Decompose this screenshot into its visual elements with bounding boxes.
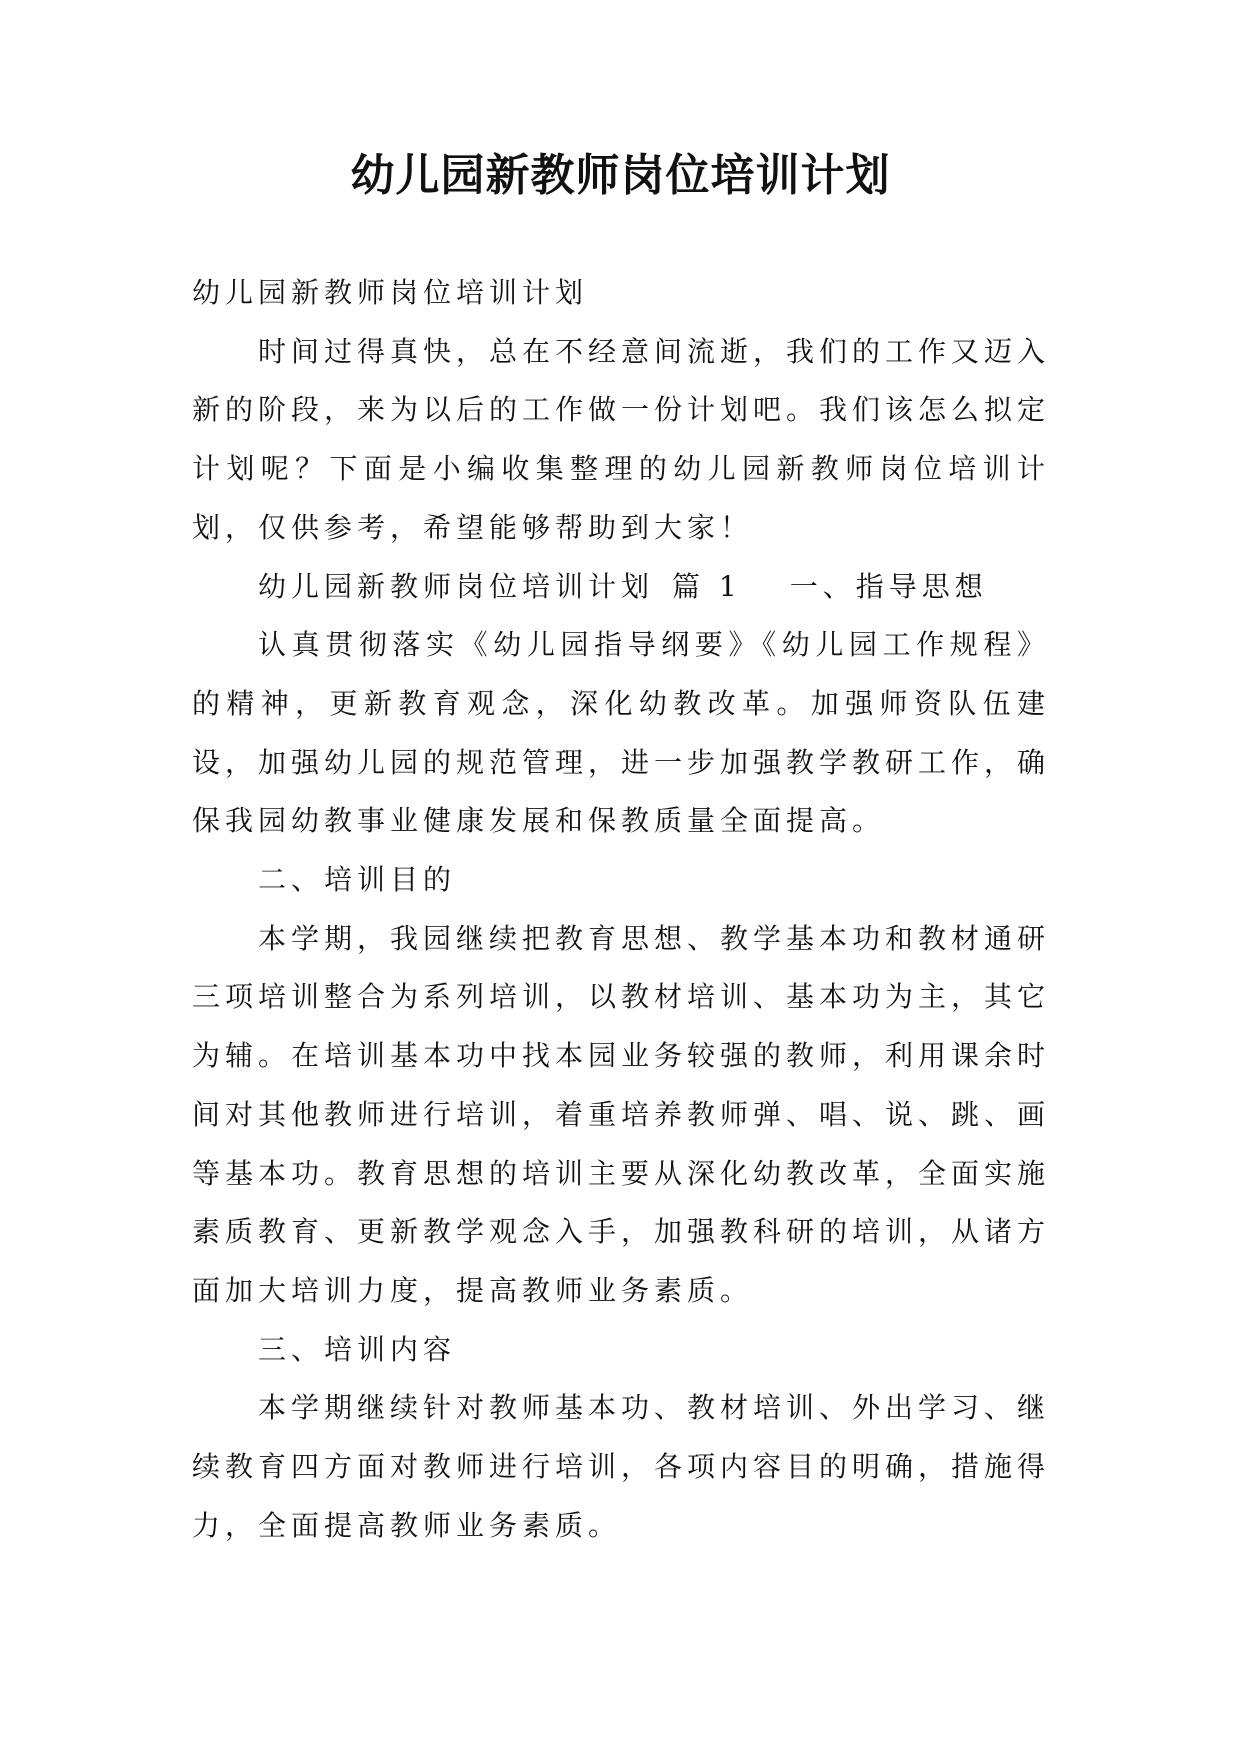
document-title: 幼儿园新教师岗位培训计划 xyxy=(350,150,891,201)
paragraph-guiding-ideology: 认真贯彻落实《幼儿园指导纲要》《幼儿园工作规程》的精神，更新教育观念，深化幼教改革。加强师资队伍建设，加强幼儿园的规范管理，进一步加强教学教研工作，确保我园幼教事业健康发展和保教质量全面提高。 xyxy=(192,628,1051,838)
section-number: 篇 1 xyxy=(672,569,742,603)
heading-guiding-ideology: 一、指导思想 xyxy=(789,569,988,603)
heading-training-content: 三、培训内容 xyxy=(258,1332,457,1366)
section-header-line xyxy=(192,558,1050,617)
intro-paragraph: 时间过得真快，总在不经意间流逝，我们的工作又迈入新的阶段，来为以后的工作做一份计划吧。我们该怎么拟定计划呢？下面是小编收集整理的幼儿园新教师岗位培训计划，仅供参考，希望能够帮助到大家！ xyxy=(192,334,1051,544)
document-subtitle: 幼儿园新教师岗位培训计划 xyxy=(192,276,589,309)
heading-training-purpose: 二、培训目的 xyxy=(258,863,457,897)
paragraph-training-content: 本学期继续针对教师基本功、教材培训、外出学习、继续教育四方面对教师进行培训，各项内容目的明确，措施得力，全面提高教师业务素质。 xyxy=(192,1391,1051,1542)
paragraph-training-purpose: 本学期，我园继续把教育思想、教学基本功和教材通研三项培训整合为系列培训，以教材培训、基本功为主，其它为辅。在培训基本功中找本园业务较强的教师，利用课余时间对其他教师进行培训，着重培养教师弹、唱、说、跳、画等基本功。教育思想的培训主要从深化幼教改革，全面实施素质教育、更新教学观念入手，加强教科研的培训，从诸方面加大培训力度，提高教师业务素质。 xyxy=(192,921,1051,1307)
section-label: 幼儿园新教师岗位培训计划 xyxy=(258,569,655,603)
document-body xyxy=(192,264,1050,1555)
